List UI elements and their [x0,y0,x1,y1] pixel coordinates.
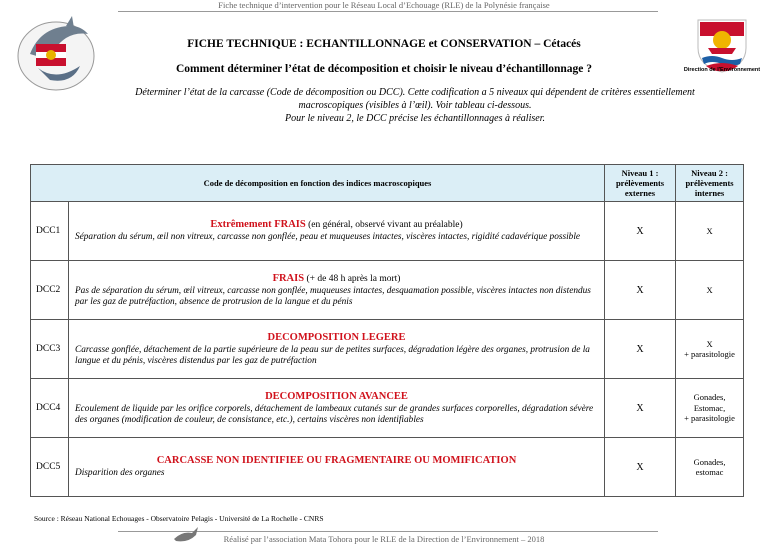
level-title: DECOMPOSITION AVANCEE [265,390,408,402]
page-title: FICHE TECHNIQUE : ECHANTILLONNAGE et CONSERVATION – Cétacés [187,38,581,50]
level1-mark: X [605,320,676,379]
rle-logo-icon [10,10,102,95]
level1-mark: X [605,379,676,438]
level-heading [75,390,598,404]
dcc-description [69,438,605,497]
intro-paragraph [80,86,750,125]
level-criteria: Pas de séparation du sérum, œil vitreux, carcasse non gonflée, muqueuses intactes, desquamation possible, viscères intactes non distendus par les gaz de putréfaction, absence de protrusion de la langue et du pénis [75,285,591,307]
level-note: (+ de 48 h après la mort) [304,273,401,284]
level-title: Extrêmement FRAIS [210,219,306,231]
table-row [31,320,744,379]
level1-mark: X [605,261,676,320]
header-level1: Niveau 1 : prélèvements externes [605,165,676,202]
dcc-description [69,379,605,438]
source-note: Source : Réseau National Echouages - Observatoire Pelagis - Université de La Rochelle - CNRS [34,514,324,523]
dcc-description [69,320,605,379]
level-title: DECOMPOSITION LEGERE [267,331,406,343]
level1-mark: X [605,202,676,261]
footer-credit: Réalisé par l’association Mata Tohora pour le RLE de la Direction de l’Environnement – 2018 [223,534,545,544]
dcc-code: DCC5 [31,438,69,497]
level1-mark: X [605,438,676,497]
table-row [31,261,744,320]
page-subtitle: Comment déterminer l’état de décomposition et choisir le niveau d’échantillonnage ? [175,63,593,75]
level-criteria: Disparition des organes [75,468,165,479]
header-level2: Niveau 2 : prélèvements internes [676,165,744,202]
table-row [31,379,744,438]
dcc-code: DCC3 [31,320,69,379]
level2-mark: Gonades, estomac [676,438,744,497]
level-heading [75,331,598,345]
level2-mark: Gonades, Estomac, + parasitologie [676,379,744,438]
level-criteria: Carcasse gonflée, détachement de la partie supérieure de la peau sur de petites surfaces, dégradation légère des organes, protrusion de la langue et du pénis, viscères distendus par les gaz de putréfaction [75,344,590,366]
table-row [31,438,744,497]
level-criteria: Ecoulement de liquide par les orifice corporels, détachement de lambeaux cutanés sur de grandes surfaces corporelles, dégradation sévère des organes (modification de couleur, de consistance, etc.), certains viscères non identifiables [75,403,594,425]
level-heading [75,454,598,468]
header-code: Code de décomposition en fonction des indices macroscopiques [31,165,605,202]
table-row [31,202,744,261]
intro-line: Déterminer l’état de la carcasse (Code de décomposition ou DCC). Cette codification a 5 niveaux qui dépendent de critères essentiellement [135,87,695,98]
level-note: (en général, observé vivant au préalable) [305,220,463,231]
level-heading [75,272,598,286]
level2-mark: X + parasitologie [676,320,744,379]
intro-line: macroscopiques (visibles à l’œil). Voir tableau ci-dessous. [298,100,532,111]
dcc-code: DCC4 [31,379,69,438]
direction-environnement-caption: Direction de l'Environnement [683,67,761,73]
level-title: CARCASSE NON IDENTIFIEE OU FRAGMENTAIRE OU MOMIFICATION [156,455,517,467]
dcc-description [69,261,605,320]
level2-mark: X [676,261,744,320]
page-header: Fiche technique d’intervention pour le Réseau Local d’Echouage (RLE) de la Polynésie française [218,0,550,10]
intro-line: Pour le niveau 2, le DCC précise les échantillonnages à réaliser. [285,113,545,124]
level-criteria: Séparation du sérum, œil non vitreux, carcasse non gonflée, peau et muqueuses intactes, viscères intactes, rigidité cadavérique possible [75,232,581,243]
decomposition-table [30,164,744,497]
table-header-row [31,165,744,202]
dcc-code: DCC2 [31,261,69,320]
level-heading [75,218,598,232]
header-rule [118,11,658,12]
dcc-description [69,202,605,261]
level-title: FRAIS [272,272,305,284]
level2-mark: X [676,202,744,261]
dcc-code: DCC1 [31,202,69,261]
